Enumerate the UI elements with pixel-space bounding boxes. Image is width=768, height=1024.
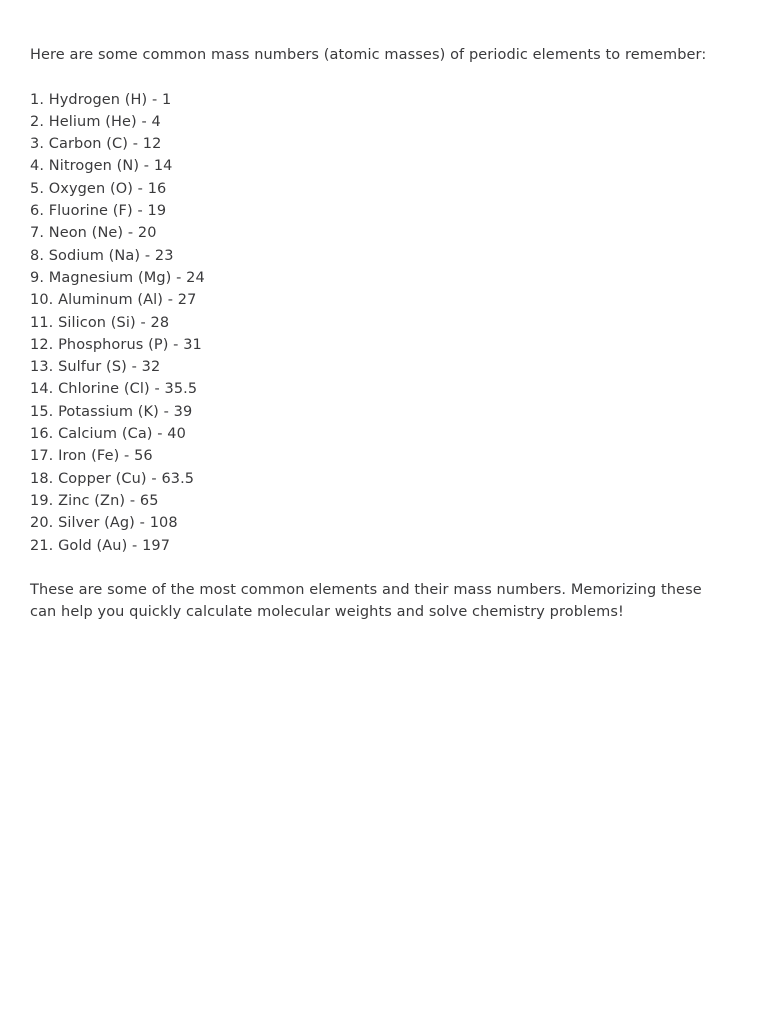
list-item: 13. Sulfur (S) - 32: [30, 359, 161, 376]
list-item: 7. Neon (Ne) - 20: [30, 225, 157, 242]
list-item: 17. Iron (Fe) - 56: [30, 448, 153, 465]
list-item: 6. Fluorine (F) - 19: [30, 203, 167, 220]
list-item: 5. Oxygen (O) - 16: [30, 180, 167, 197]
element-mass-list: [30, 89, 738, 557]
list-item: 18. Copper (Cu) - 63.5: [30, 470, 195, 487]
intro-paragraph: Here are some common mass numbers (atomic masses) of periodic elements to remember:: [30, 47, 707, 63]
list-item: 4. Nitrogen (N) - 14: [30, 158, 173, 175]
list-item: 2. Helium (He) - 4: [30, 113, 161, 130]
list-item: 1. Hydrogen (H) - 1: [30, 91, 172, 108]
list-item: 9. Magnesium (Mg) - 24: [30, 269, 205, 286]
list-item: 14. Chlorine (Cl) - 35.5: [30, 381, 198, 398]
list-item: 16. Calcium (Ca) - 40: [30, 426, 186, 443]
list-item: 15. Potassium (K) - 39: [30, 403, 193, 420]
list-item: 20. Silver (Ag) - 108: [30, 515, 178, 532]
list-item: 3. Carbon (C) - 12: [30, 136, 162, 153]
list-item: 11. Silicon (Si) - 28: [30, 314, 170, 331]
outro-paragraph: These are some of the most common elements and their mass numbers. Memorizing these can help you quickly calculate molecular weights and solve chemistry problems!: [30, 582, 702, 621]
list-item: 19. Zinc (Zn) - 65: [30, 492, 159, 509]
list-item: 10. Aluminum (Al) - 27: [30, 292, 197, 309]
list-item: 12. Phosphorus (P) - 31: [30, 336, 202, 353]
list-item: 8. Sodium (Na) - 23: [30, 247, 174, 264]
list-item: 21. Gold (Au) - 197: [30, 537, 171, 554]
